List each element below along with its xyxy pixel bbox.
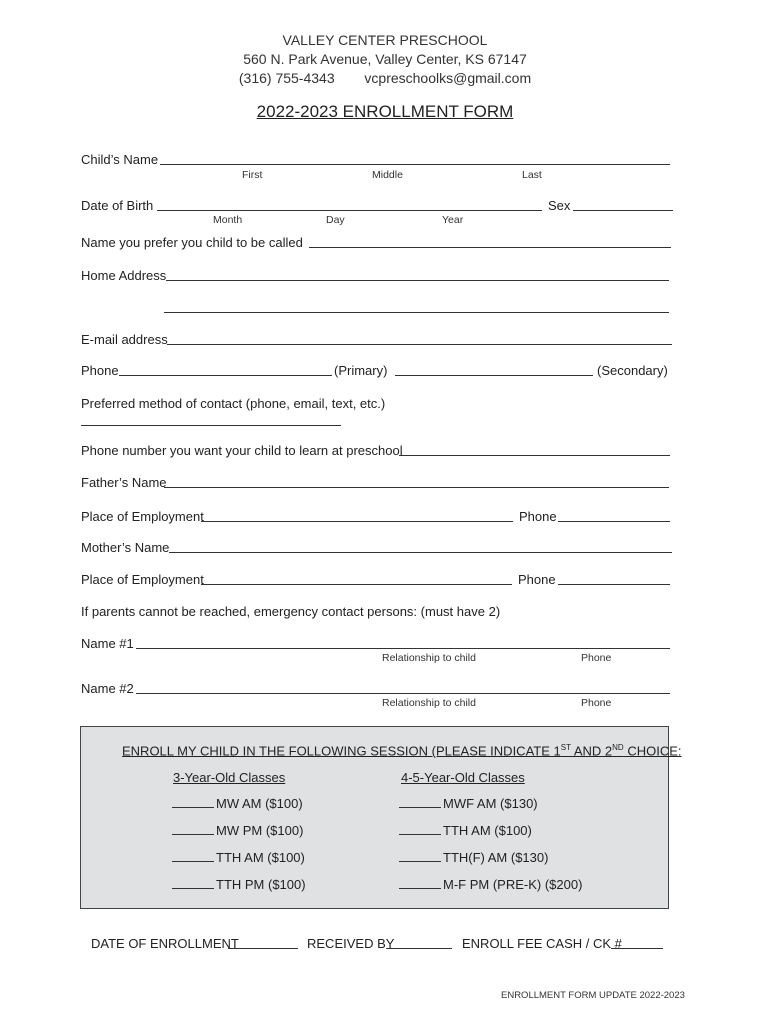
day-sublabel: Day	[326, 214, 345, 226]
session-heading: ENROLL MY CHILD IN THE FOLLOWING SESSION (PLEASE INDICATE 1ST AND 2ND CHOICE:	[122, 743, 682, 759]
home-address-line-2[interactable]	[164, 312, 669, 313]
preferred-contact-label: Preferred method of contact (phone, email, text, etc.)	[81, 396, 386, 411]
received-by-line[interactable]	[386, 948, 452, 949]
father-phone-label: Phone	[519, 509, 557, 524]
email-line[interactable]	[167, 344, 672, 345]
secondary-phone-line[interactable]	[395, 375, 593, 376]
enroll-fee-line[interactable]	[611, 948, 663, 949]
mother-employment-line[interactable]	[201, 584, 512, 585]
name1-relationship-sublabel: Relationship to child	[382, 652, 476, 664]
name1-line[interactable]	[136, 648, 670, 649]
school-phone: (316) 755-4343	[238, 70, 335, 86]
last-name-sublabel: Last	[522, 169, 542, 181]
father-employment-label: Place of Employment	[81, 509, 204, 524]
mothers-name-label: Mother’s Name	[81, 540, 170, 555]
option-tth-pm[interactable]: TTH PM ($100)	[172, 877, 306, 892]
mothers-name-line[interactable]	[169, 552, 672, 553]
learn-phone-label: Phone number you want your child to learn at preschool	[81, 443, 403, 458]
option-tth-am-45yr[interactable]: TTH AM ($100)	[399, 823, 532, 838]
school-email: vcpreschoolks@gmail.com	[364, 70, 532, 86]
month-sublabel: Month	[213, 214, 243, 226]
preferred-name-line[interactable]	[309, 247, 671, 248]
four-five-year-old-classes-title: 4-5-Year-Old Classes	[401, 770, 525, 785]
mother-employment-label: Place of Employment	[81, 572, 204, 587]
form-update-note: ENROLLMENT FORM UPDATE 2022-2023	[501, 990, 685, 1001]
secondary-label: (Secondary)	[597, 363, 668, 378]
option-mf-pm-prek[interactable]: M-F PM (PRE-K) ($200)	[399, 877, 582, 892]
school-address: 560 N. Park Avenue, Valley Center, KS 67147	[243, 51, 527, 67]
option-tthf-am[interactable]: TTH(F) AM ($130)	[399, 850, 548, 865]
preferred-name-label: Name you prefer you child to be called	[81, 235, 303, 250]
name2-phone-sublabel: Phone	[581, 697, 612, 709]
mother-phone-label: Phone	[518, 572, 556, 587]
option-tth-am-3yr[interactable]: TTH AM ($100)	[172, 850, 305, 865]
name2-line[interactable]	[136, 693, 670, 694]
learn-phone-line[interactable]	[399, 455, 670, 456]
option-mw-pm[interactable]: MW PM ($100)	[172, 823, 303, 838]
sex-line[interactable]	[573, 210, 673, 211]
mother-phone-line[interactable]	[558, 584, 670, 585]
home-address-label: Home Address	[81, 268, 167, 283]
childs-name-label: Child’s Name	[81, 152, 159, 167]
school-name: VALLEY CENTER PRESCHOOL	[282, 32, 488, 48]
name1-label: Name #1	[81, 636, 134, 651]
form-title: 2022-2023 ENROLLMENT FORM	[256, 102, 514, 121]
emergency-note	[81, 604, 500, 619]
name1-phone-sublabel: Phone	[581, 652, 612, 664]
three-year-old-classes-title: 3-Year-Old Classes	[173, 770, 286, 785]
contact-line	[0, 70, 770, 86]
date-of-enrollment-line[interactable]	[228, 948, 298, 949]
first-name-sublabel: First	[242, 169, 263, 181]
dob-line[interactable]	[157, 210, 542, 211]
primary-label: (Primary)	[334, 363, 388, 378]
name2-relationship-sublabel: Relationship to child	[382, 697, 476, 709]
childs-name-line[interactable]	[160, 164, 670, 165]
fathers-name-label: Father’s Name	[81, 475, 167, 490]
name2-label: Name #2	[81, 681, 134, 696]
option-mw-am[interactable]: MW AM ($100)	[172, 796, 303, 811]
email-label: E-mail address	[81, 332, 168, 347]
phone-label: Phone	[81, 363, 119, 378]
option-mwf-am[interactable]: MWF AM ($130)	[399, 796, 538, 811]
father-employment-line[interactable]	[201, 521, 513, 522]
father-phone-line[interactable]	[558, 521, 670, 522]
enroll-fee-label: ENROLL FEE CASH / CK #	[462, 936, 622, 951]
middle-name-sublabel: Middle	[372, 169, 403, 181]
session-box	[80, 726, 682, 909]
home-address-line-1[interactable]	[166, 280, 669, 281]
must-have-note: (must have 2)	[420, 604, 501, 619]
date-of-enrollment-label: DATE OF ENROLLMENT	[91, 936, 239, 951]
year-sublabel: Year	[442, 214, 464, 226]
emergency-note-text: If parents cannot be reached, emergency contact persons:	[81, 604, 418, 619]
primary-phone-line[interactable]	[119, 375, 332, 376]
sex-label: Sex	[548, 198, 571, 213]
received-by-label: RECEIVED BY	[307, 936, 395, 951]
dob-label: Date of Birth	[81, 198, 154, 213]
preferred-contact-line[interactable]	[81, 425, 341, 426]
fathers-name-line[interactable]	[164, 487, 669, 488]
